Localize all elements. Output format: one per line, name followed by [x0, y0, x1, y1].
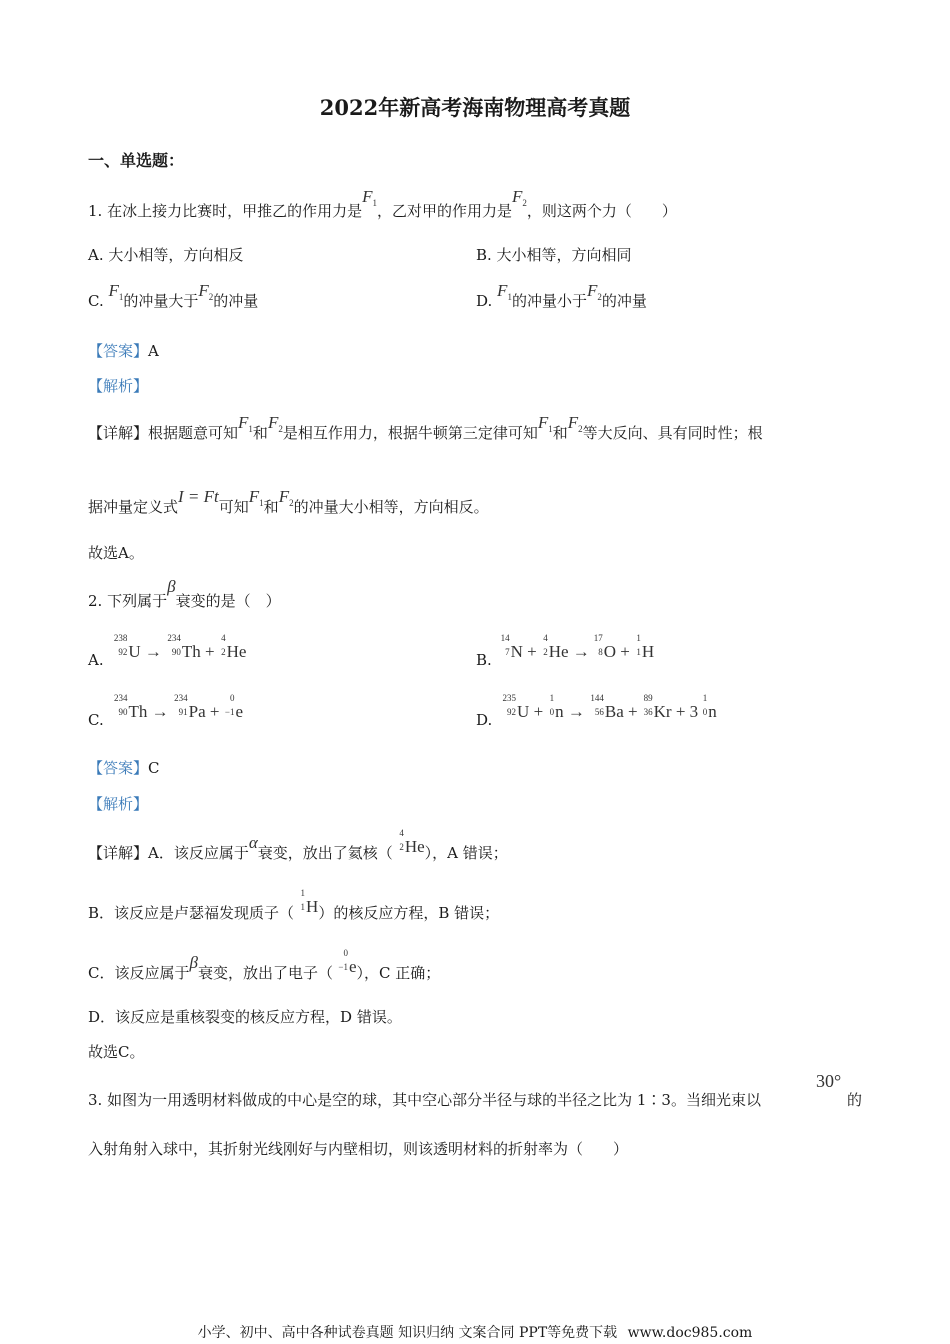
- impulse-formula: I = Ft: [178, 487, 219, 506]
- q3-angle: 30°: [816, 1071, 842, 1091]
- q2-detail-a: 【详解】A．该反应属于α衰变，放出了氦核（ 4 2 He），A 错误；: [88, 828, 508, 862]
- q3-stem-line2: 入射角射入球中，其折射光线刚好与内壁相切，则该透明材料的折射率为（ ）: [88, 1140, 629, 1158]
- q1-option-b: B. 大小相等，方向相同: [476, 246, 632, 264]
- q2-detail-d: D．该反应是重核裂变的核反应方程，D 错误。: [88, 1008, 402, 1026]
- q2-option-a: A. 238 92 U → 234 90 Th + 4 2 He: [88, 633, 247, 669]
- q1-option-a: A. 大小相等，方向相反: [88, 246, 244, 264]
- q1-option-c: C. $F_1$的冲量大于$F_2$的冲量: [88, 281, 259, 310]
- q2-detail-b: B．该反应是卢瑟福发现质子（ 1 1 H）的核反应方程，B 错误；: [88, 888, 500, 922]
- force-f1-symbol: $F_1$: [362, 187, 377, 208]
- q2-analysis-tag: 【解析】: [88, 795, 149, 813]
- page-title: 2022年新高考海南物理高考真题: [319, 95, 631, 120]
- q2-conclusion: 故选C。: [88, 1043, 145, 1061]
- force-f2-symbol: $F_2$: [512, 187, 527, 208]
- q1-conclusion: 故选A。: [88, 544, 144, 562]
- q3-stem-line1: 3. 如图为一用透明材料做成的中心是空的球，其中空心部分半径与球的半径之比为 1∶3。当细光束以: [88, 1091, 761, 1109]
- footer-text: 小学、初中、高中各种试卷真题 知识归纳 文案合同 PPT等免费下载: [197, 1325, 618, 1341]
- q2-option-d: D. 235 92 U + 1 0 n → 144 56 Ba + 89 36 Kr + 3 1 0 n: [476, 693, 717, 729]
- q1-stem: 1. 在冰上接力比赛时，甲推乙的作用力是$F_1$，乙对甲的作用力是$F_2$，则这两个力（ ）: [88, 187, 677, 220]
- footer-url[interactable]: www.doc985.com: [627, 1325, 753, 1341]
- section-heading: 一、单选题：: [88, 151, 185, 170]
- q1-detail-line2: 据冲量定义式I = Ft可知$F_1$和$F_2$的冲量大小相等，方向相反。: [88, 487, 489, 516]
- q1-detail-line1: 【详解】根据题意可知$F_1$和$F_2$是相互作用力，根据牛顿第三定律可知$F_1$和$F_2$等大反向、具有同时性；根: [88, 413, 763, 442]
- q1-answer: 【答案】A: [88, 342, 159, 360]
- q1-analysis-tag: 【解析】: [88, 377, 149, 395]
- q1-option-d: D. $F_1$的冲量小于$F_2$的冲量: [476, 281, 647, 310]
- q2-option-b: B. 14 7 N + 4 2 He → 17 8 O + 1 1 H: [476, 633, 655, 669]
- page-footer: [0, 1322, 950, 1342]
- q2-answer: 【答案】C: [88, 759, 160, 777]
- q2-detail-c: C．该反应属于β衰变，放出了电子（ 0 −1 e），C 正确；: [88, 948, 441, 982]
- q2-stem: 2. 下列属于β衰变的是（ ）: [88, 577, 281, 610]
- q2-option-c: C. 234 90 Th → 234 91 Pa + 0 −1 e: [88, 693, 244, 729]
- q3-stem-end: 的: [847, 1091, 863, 1109]
